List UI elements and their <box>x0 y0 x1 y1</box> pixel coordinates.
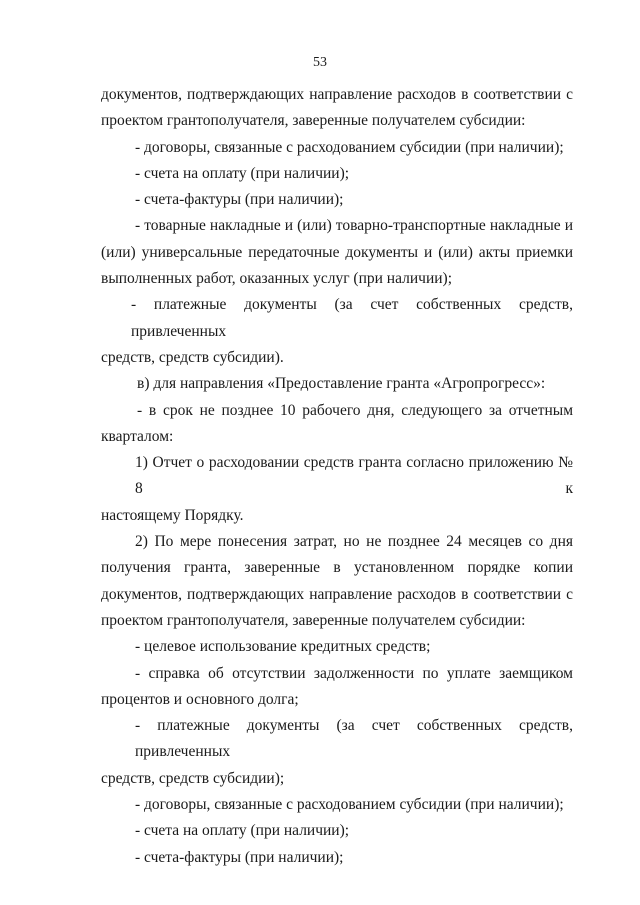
text-line: 2) По мере понесения затрат, но не позднее 24 месяцев со дня <box>135 533 573 551</box>
text-line: - справка об отсутствии задолженности по уплате заемщиком <box>135 664 573 682</box>
section-heading <box>101 371 573 397</box>
text-line: средств, средств субсидии). <box>101 348 284 366</box>
list-item <box>101 187 573 213</box>
list-item <box>101 213 573 292</box>
numbered-item <box>101 529 573 634</box>
text-line: - в срок не позднее 10 рабочего дня, следующего за отчетным <box>137 401 573 419</box>
list-item <box>101 661 573 714</box>
document-body <box>101 82 573 871</box>
text-line: - платежные документы (за счет собственных средств, привлеченных <box>135 717 573 761</box>
text-line: - договоры, связанные с расходованием субсидии (при наличии); <box>135 796 564 814</box>
text-line: средств, средств субсидии); <box>101 769 285 787</box>
text-line: - счета-фактуры (при наличии); <box>135 848 344 866</box>
text-line: - товарные накладные и (или) товарно-транспортные накладные и <box>135 217 573 235</box>
list-item <box>101 845 573 871</box>
list-item <box>101 818 573 844</box>
text-line: документов, подтверждающих направление расходов в соответствии с <box>101 585 573 603</box>
list-item <box>101 792 573 818</box>
numbered-item <box>101 450 573 529</box>
list-item <box>101 398 573 451</box>
text-line: - счета на оплату (при наличии); <box>135 164 350 182</box>
text-line: 1) Отчет о расходовании средств гранта согласно приложению № 8 к <box>135 454 573 498</box>
paragraph <box>101 82 573 135</box>
text-line: процентов и основного долга; <box>101 690 299 708</box>
list-item <box>101 135 573 161</box>
text-line: настоящему Порядку. <box>101 506 244 524</box>
text-line: кварталом: <box>101 427 174 445</box>
text-line: - счета-фактуры (при наличии); <box>135 191 344 209</box>
list-item <box>101 713 573 792</box>
text-line: проектом грантополучателя, заверенные получателем субсидии: <box>101 112 526 130</box>
text-line: в) для направления «Предоставление гранта «Агропрогресс»: <box>137 375 546 393</box>
text-line: документов, подтверждающих направление расходов в соответствии с <box>101 86 573 103</box>
page-number: 53 <box>313 55 327 70</box>
list-item <box>101 292 573 371</box>
text-line: проектом грантополучателя, заверенные получателем субсидии: <box>101 611 526 629</box>
text-line: - целевое использование кредитных средств; <box>135 638 431 656</box>
text-line: выполненных работ, оказанных услуг (при наличии); <box>101 270 453 288</box>
text-line: (или) универсальные передаточные документы и (или) акты приемки <box>101 243 573 261</box>
list-item <box>101 161 573 187</box>
text-line: - счета на оплату (при наличии); <box>135 822 350 840</box>
text-line: - договоры, связанные с расходованием субсидии (при наличии); <box>135 138 564 156</box>
list-item <box>101 634 573 660</box>
text-line: получения гранта, заверенные в установленном порядке копии <box>101 559 573 577</box>
text-line: - платежные документы (за счет собственных средств, привлеченных <box>131 296 573 340</box>
